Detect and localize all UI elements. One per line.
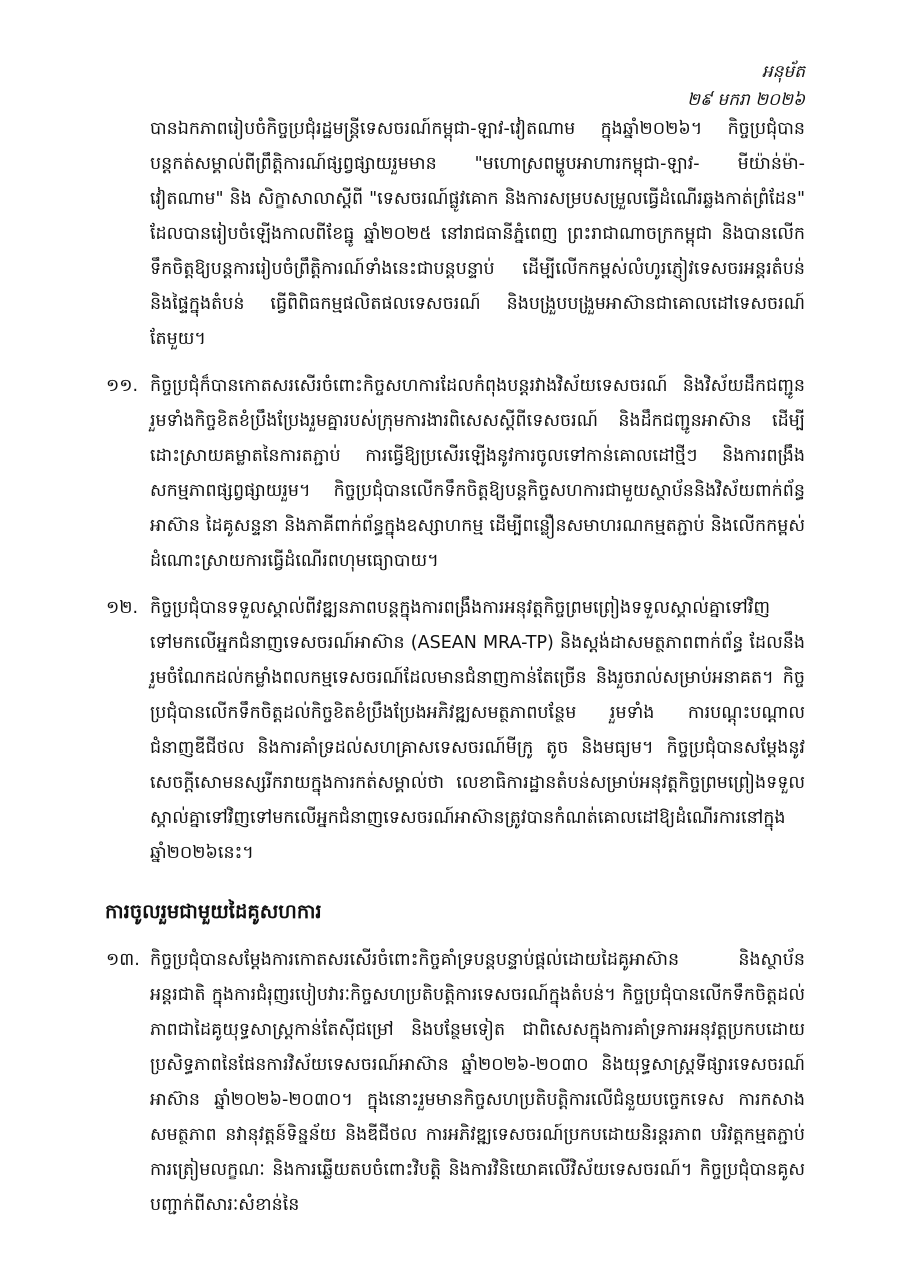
paragraph-number: ១២. (106, 598, 139, 618)
document-body (0, 112, 905, 1223)
continued-paragraph (150, 112, 805, 357)
paragraph-13 (106, 943, 805, 1223)
paragraph-text: បានឯកភាពរៀបចំកិច្ចប្រជុំរដ្ឋមន្ត្រីទេសចរណ៍កម្ពុជា-ឡាវ-វៀតណាម ក្នុងឆ្នាំ២០២៦។ កិច្ចប្រជុំបានបន្តកត់សម្គាល់ពីព្រឹត្តិការណ៍ផ្សព្វផ្សាយរួមមាន "មហោស្រពម្ហូបអាហារកម្ពុជា-ឡាវ- មីយ៉ាន់ម៉ា-វៀតណាម" និង សិក្ខាសាលាស្តីពី "ទេសចរណ៍ផ្លូវគោក និងការសម្របសម្រួលធ្វើដំណើរឆ្លងកាត់ព្រំដែន" ដែលបានរៀបចំឡើងកាលពីខែធ្នូ ឆ្នាំ២០២៥ នៅរាជធានីភ្នំពេញ ព្រះរាជាណាចក្រកម្ពុជា និងបានលើកទឹកចិត្តឱ្យបន្តការរៀបចំព្រឹត្តិការណ៍ទាំងនេះជាបន្តបន្ទាប់ ដើម្បីលើកកម្ពស់លំហូរភ្ញៀវទេសចរអន្តរតំបន់ និងផ្ទៃក្នុងតំបន់ ធ្វើពិពិធកម្មផលិតផលទេសចរណ៍ និងបង្រួបបង្រួមអាស៊ានជាគោលដៅទេសចរណ៍តែមួយ។ (150, 119, 805, 349)
document-header (687, 58, 805, 114)
approval-status: អនុម័ត (761, 62, 805, 82)
paragraph-number: ១៣. (106, 950, 140, 970)
paragraph-12 (106, 591, 805, 871)
section-heading: ការចូលរួមជាមួយដៃគូសហការ (105, 900, 322, 923)
paragraph-text: កិច្ចប្រជុំបានសម្តែងការកោតសរសើរចំពោះកិច្ចគាំទ្របន្តបន្ទាប់ផ្តល់ដោយដៃគូអាស៊ាន និងស្ថាប័នអន្តរជាតិ ក្នុងការជំរុញរបៀបវារៈកិច្ចសហប្រតិបត្តិការទេសចរណ៍ក្នុងតំបន់។ កិច្ចប្រជុំបានលើកទឹកចិត្តដល់ភាពជាដៃគូយុទ្ធសាស្ត្រកាន់តែស៊ីជម្រៅ និងបន្ថែមទៀត ជាពិសេសក្នុងការគាំទ្រការអនុវត្តប្រកបដោយប្រសិទ្ធភាពនៃផែនការវិស័យទេសចរណ៍អាស៊ាន ឆ្នាំ២០២៦-២០៣០ និងយុទ្ធសាស្ត្រទីផ្សារទេសចរណ៍អាស៊ាន ឆ្នាំ២០២៦-២០៣០។ ក្នុងនោះរួមមានកិច្ចសហប្រតិបត្តិការលើជំនួយបច្ចេកទេស ការកសាងសមត្ថភាព នវានុវត្តន៍ទិន្នន័យ និងឌីជីថល ការអភិវឌ្ឍទេសចរណ៍ប្រកបដោយនិរន្តរភាព បរិវត្តកម្មតភ្ជាប់ ការត្រៀមលក្ខណៈ និងការឆ្លើយតបចំពោះវិបត្តិ និងការវិនិយោគលើវិស័យទេសចរណ៍។ កិច្ចប្រជុំបានគូសបញ្ជាក់ពីសារៈសំខាន់នៃ (150, 950, 805, 1215)
paragraph-number: ១១. (106, 376, 139, 396)
paragraph-text: កិច្ចប្រជុំបានទទួលស្គាល់ពីវឌ្ឍនភាពបន្តក្នុងការពង្រឹងការអនុវត្តកិច្ចព្រមព្រៀងទទួលស្គាល់គ្នាទៅវិញទៅមកលើអ្នកជំនាញទេសចរណ៍អាស៊ាន (ASEAN MRA-TP) និងស្តង់ដាសមត្ថភាពពាក់ព័ន្ធ ដែលនឹងរួមចំណែកដល់កម្លាំងពលកម្មទេសចរណ៍ដែលមានជំនាញកាន់តែច្រើន និងរួចរាល់សម្រាប់អនាគត។ កិច្ចប្រជុំបានលើកទឹកចិត្តដល់កិច្ចខិតខំប្រឹងប្រែងអភិវឌ្ឍសមត្ថភាពបន្ថែម រួមទាំង ការបណ្តុះបណ្តាលជំនាញឌីជីថល និងការគាំទ្រដល់សហគ្រាសទេសចរណ៍មីក្រូ តូច និងមធ្យម។ កិច្ចប្រជុំបានសម្តែងនូវសេចក្តីសោមនស្សរីករាយក្នុងការកត់សម្គាល់ថា លេខាធិការដ្ឋានតំបន់សម្រាប់អនុវត្តកិច្ចព្រមព្រៀងទទួលស្គាល់គ្នាទៅវិញទៅមកលើអ្នកជំនាញទេសចរណ៍អាស៊ានត្រូវបានកំណត់គោលដៅឱ្យដំណើរការនៅក្នុងឆ្នាំ២០២៦នេះ។ (150, 598, 805, 863)
paragraph-text: កិច្ចប្រជុំក៏បានកោតសរសើរចំពោះកិច្ចសហការដែលកំពុងបន្តរវាងវិស័យទេសចរណ៍ និងវិស័យដឹកជញ្ជូន រួមទាំងកិច្ចខិតខំប្រឹងប្រែងរួមគ្នារបស់ក្រុមការងារពិសេសស្តីពីទេសចរណ៍ និងដឹកជញ្ជូនអាស៊ាន ដើម្បីដោះស្រាយគម្លាតនៃការតភ្ជាប់ ការធ្វើឱ្យប្រសើរឡើងនូវការចូលទៅកាន់គោលដៅថ្មីៗ និងការពង្រឹងសកម្មភាពផ្សព្វផ្សាយរួម។ កិច្ចប្រជុំបានលើកទឹកចិត្តឱ្យបន្តកិច្ចសហការជាមួយស្ថាប័ននិងវិស័យពាក់ព័ន្ធអាស៊ាន ដៃគូសន្ទនា និងភាគីពាក់ព័ន្ធក្នុងឧស្សាហកម្ម ដើម្បីពន្លឿនសមាហរណកម្មតភ្ជាប់ និងលើកកម្ពស់ដំណោះស្រាយការធ្វើដំណើរពហុមធ្យោបាយ។ (150, 376, 805, 571)
document-date: ២៩ មករា ២០២៦ (687, 90, 805, 110)
paragraph-11 (106, 369, 805, 579)
